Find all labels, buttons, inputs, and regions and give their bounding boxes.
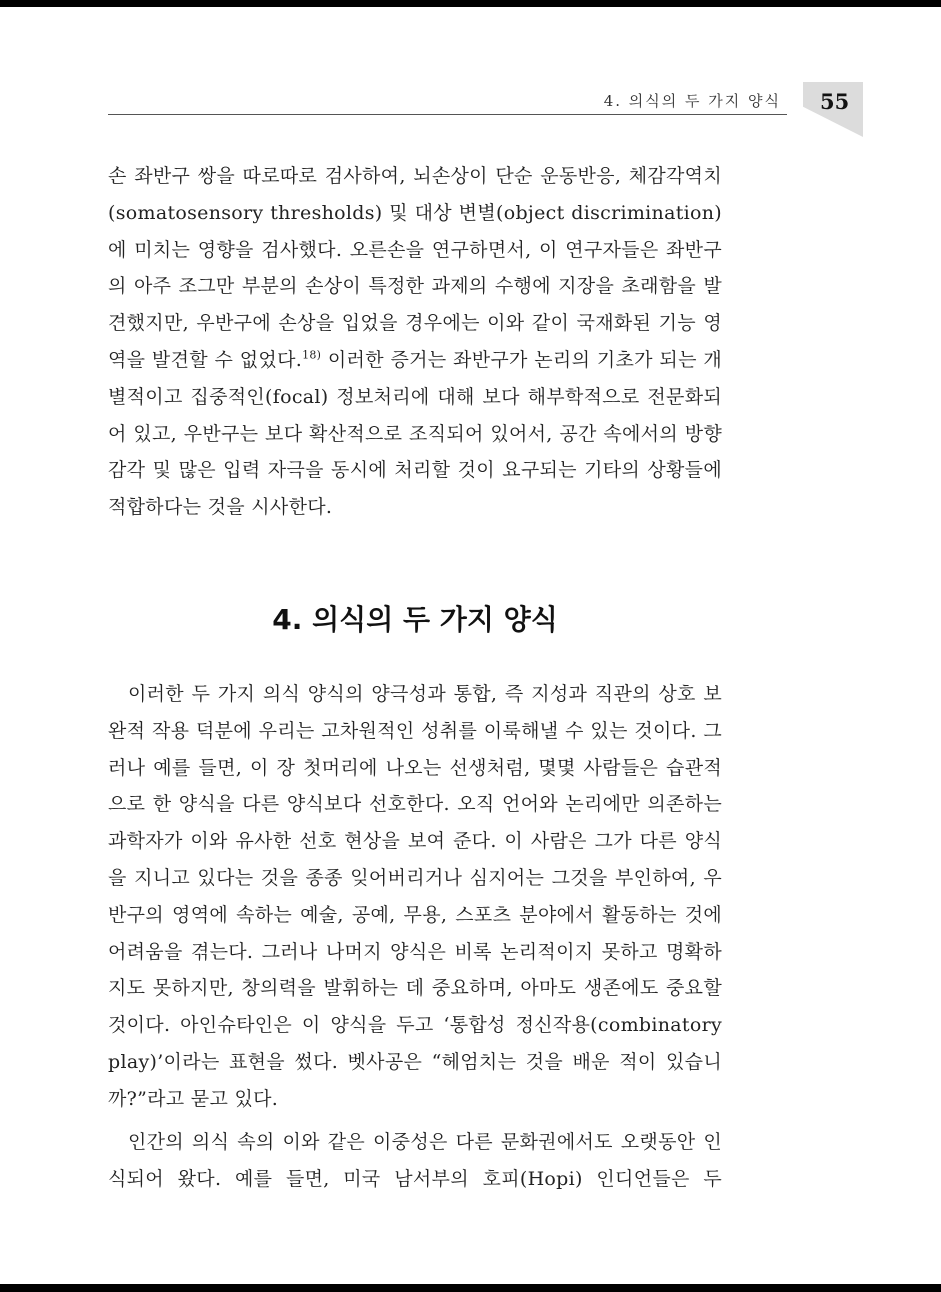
paragraph-1 <box>108 158 722 526</box>
footnote-ref: 18) <box>302 348 322 362</box>
paragraph-3: 인간의 의식 속의 이와 같은 이중성은 다른 문화권에서도 오랫동안 인식되어 왔다. 예를 들면, 미국 남서부의 호피(Hopi) 인디언들은 두 <box>108 1131 722 1190</box>
paragraph-1-text-b: 이러한 증거는 좌반구가 논리의 기초가 되는 개별적이고 집중적인(focal) 정보처리에 대해 보다 해부학적으로 전문화되어 있고, 우반구는 보다 확산적으로 조직되어 있어서, 공간 속에서의 방향감각 및 많은 입력 자극을 동시에 처리할 것이 요구되는 기타의 상황들에 적합하다는 것을 시사한다. <box>108 348 722 519</box>
section-heading: 4. 의식의 두 가지 양식 <box>272 603 558 636</box>
running-title: 4. 의식의 두 가지 양식 <box>603 92 781 110</box>
bottom-border <box>0 1284 941 1292</box>
running-header <box>108 88 787 115</box>
page-number: 55 <box>820 89 850 114</box>
paragraph-1-text-a: 손 좌반구 쌍을 따로따로 검사하여, 뇌손상이 단순 운동반응, 체감각역치(somatosensory thresholds) 및 대상 변별(object discrimination)에 미치는 영향을 검사했다. 오른손을 연구하면서, 이 연구자들은 좌반구의 아주 조그만 부분의 손상이 특정한 과제의 수행에 지장을 초래함을 발견했지만, 우반구에 손상을 입었을 경우에는 이와 같이 국재화된 기능 영역을 발견할 수 없었다. <box>108 165 722 371</box>
top-border <box>0 0 941 7</box>
paragraph-2: 이러한 두 가지 의식 양식의 양극성과 통합, 즉 지성과 직관의 상호 보완적 작용 덕분에 우리는 고차원적인 성취를 이룩해낼 수 있는 것이다. 그러나 예를 들면, 이 장 첫머리에 나오는 선생처럼, 몇몇 사람들은 습관적으로 한 양식을 다른 양식보다 선호한다. 오직 언어와 논리에만 의존하는 과학자가 이와 유사한 선호 현상을 보여 준다. 이 사람은 그가 다른 양식을 지니고 있다는 것을 종종 잊어버리거나 심지어는 그것을 부인하여, 우반구의 영역에 속하는 예술, 공예, 무용, 스포츠 분야에서 활동하는 것에 어려움을 겪는다. 그러나 나머지 양식은 비록 논리적이지 못하고 명확하지도 못하지만, 창의력을 발휘하는 데 중요하며, 아마도 생존에도 중요할 것이다. 아인슈타인은 이 양식을 두고 ‘통합성 정신작용(combinatory play)’이라는 표현을 썼다. 벳사공은 “헤엄치는 것을 배운 적이 있습니까?”라고 묻고 있다. <box>108 683 722 1110</box>
